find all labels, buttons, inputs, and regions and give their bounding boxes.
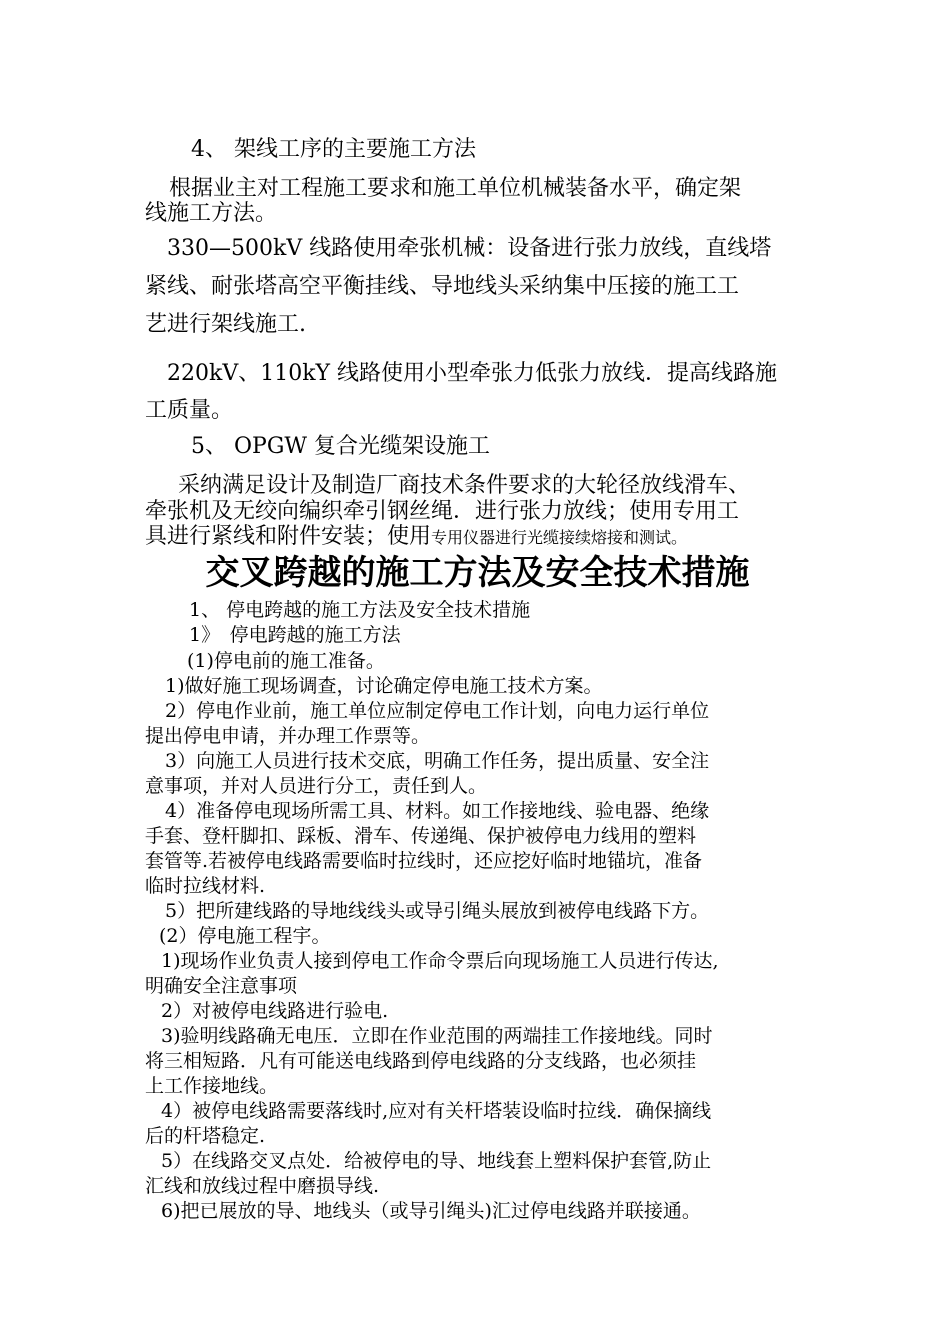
prep-item-3-line-2: 意事项，并对人员进行分工，责任到人。 bbox=[145, 775, 488, 797]
proc-item-1-line-1: 1)现场作业负责人接到停电工作命令票后向现场施工人员进行传达, bbox=[161, 950, 719, 972]
paragraph-4-line-2: 牵张机及无绞向编织牵引钢丝绳．进行张力放线；使用专用工 bbox=[145, 499, 740, 524]
proc-item-2: 2）对被停电线路进行验电. bbox=[161, 1000, 389, 1022]
proc-item-3-line-2: 将三相短路．凡有可能送电线路到停电线路的分支线路，也必须挂 bbox=[145, 1050, 697, 1072]
paragraph-3-line-1: 220kV、110kY 线路使用小型牵张力低张力放线．提高线路施 bbox=[167, 361, 778, 386]
prep-item-2-line-1: 2）停电作业前，施工单位应制定停电工作计划，向电力运行单位 bbox=[165, 700, 710, 722]
section-5-title: 5、 OPGW 复合光缆架设施工 bbox=[191, 434, 491, 459]
prep-item-4-line-1: 4）准备停电现场所需工具、材料。如工作接地线、验电器、绝缘 bbox=[165, 800, 710, 822]
proc-item-3-line-3: 上工作接地线。 bbox=[145, 1075, 279, 1097]
section-4-title: 4、 架线工序的主要施工方法 bbox=[191, 137, 476, 162]
paragraph-4-line-3-small: 专用仪器进行光缆接续熔接和测试。 bbox=[431, 528, 688, 547]
proc-item-3-line-1: 3)验明线路确无电压．立即在作业范围的两端挂工作接地线。同时 bbox=[161, 1025, 713, 1047]
proc-item-5-line-2: 汇线和放线过程中磨损导线. bbox=[145, 1175, 380, 1197]
paragraph-3-line-2: 工质量。 bbox=[145, 398, 234, 423]
paragraph-1-line-2: 线施工方法。 bbox=[145, 201, 278, 226]
prep-item-4-line-4: 临时拉线材料. bbox=[145, 875, 266, 897]
proc-item-1-line-2: 明确安全注意事项 bbox=[145, 975, 298, 997]
paragraph-1-line-1: 根据业主对工程施工要求和施工单位机械装备水平，确定架 bbox=[169, 176, 742, 201]
prep-item-3-line-1: 3）向施工人员进行技术交底，明确工作任务，提出质量、安全注 bbox=[165, 750, 710, 772]
paragraph-4-line-1: 采纳满足设计及制造厂商技术条件要求的大轮径放线滑车、 bbox=[178, 473, 751, 498]
paragraph-4-line-3-main: 具进行紧线和附件安装；使用 bbox=[145, 524, 432, 549]
prep-item-4-line-3: 套管等.若被停电线路需要临时拉线时，还应挖好临时地锚坑，准备 bbox=[145, 850, 703, 872]
prep-item-5: 5）把所建线路的导地线线头或导引绳头展放到被停电线路下方。 bbox=[165, 900, 710, 922]
proc-item-5-line-1: 5）在线路交叉点处．给被停电的导、地线套上塑料保护套管,防止 bbox=[161, 1150, 712, 1172]
main-heading: 交叉跨越的施工方法及安全技术措施 bbox=[205, 553, 750, 593]
proc-item-6: 6)把已展放的导、地线头（或导引绳头)汇过停电线路并联接通。 bbox=[161, 1200, 701, 1222]
proc-item-4-line-2: 后的杆塔稳定. bbox=[145, 1125, 266, 1147]
subsection-1-1-title: 1》 停电跨越的施工方法 bbox=[189, 624, 401, 646]
paragraph-2-line-2: 紧线、耐张塔高空平衡挂线、导地线头采纳集中压接的施工工 bbox=[145, 274, 740, 299]
prep-item-2-line-2: 提出停电申请，并办理工作票等。 bbox=[145, 725, 431, 747]
prep-item-4-line-2: 手套、登杆脚扣、踩板、滑车、传递绳、保护被停电力线用的塑料 bbox=[145, 825, 697, 847]
paragraph-2-line-3: 艺进行架线施工. bbox=[145, 312, 306, 337]
subsection-1-title: 1、 停电跨越的施工方法及安全技术措施 bbox=[189, 599, 531, 621]
proc-item-4-line-1: 4）被停电线路需要落线时,应对有关杆塔装设临时拉线．确保摘线 bbox=[161, 1100, 712, 1122]
prep-item-1: 1)做好施工现场调查，讨论确定停电施工技术方案。 bbox=[165, 675, 603, 697]
subsection-procedure-title: (2）停电施工程宇。 bbox=[159, 925, 331, 947]
paragraph-4-line-3 bbox=[145, 522, 810, 553]
subsection-preparation-title: (1)停电前的施工准备。 bbox=[187, 650, 385, 672]
paragraph-2-line-1: 330—500kV 线路使用牵张机械：设备进行张力放线，直线塔 bbox=[167, 236, 772, 261]
